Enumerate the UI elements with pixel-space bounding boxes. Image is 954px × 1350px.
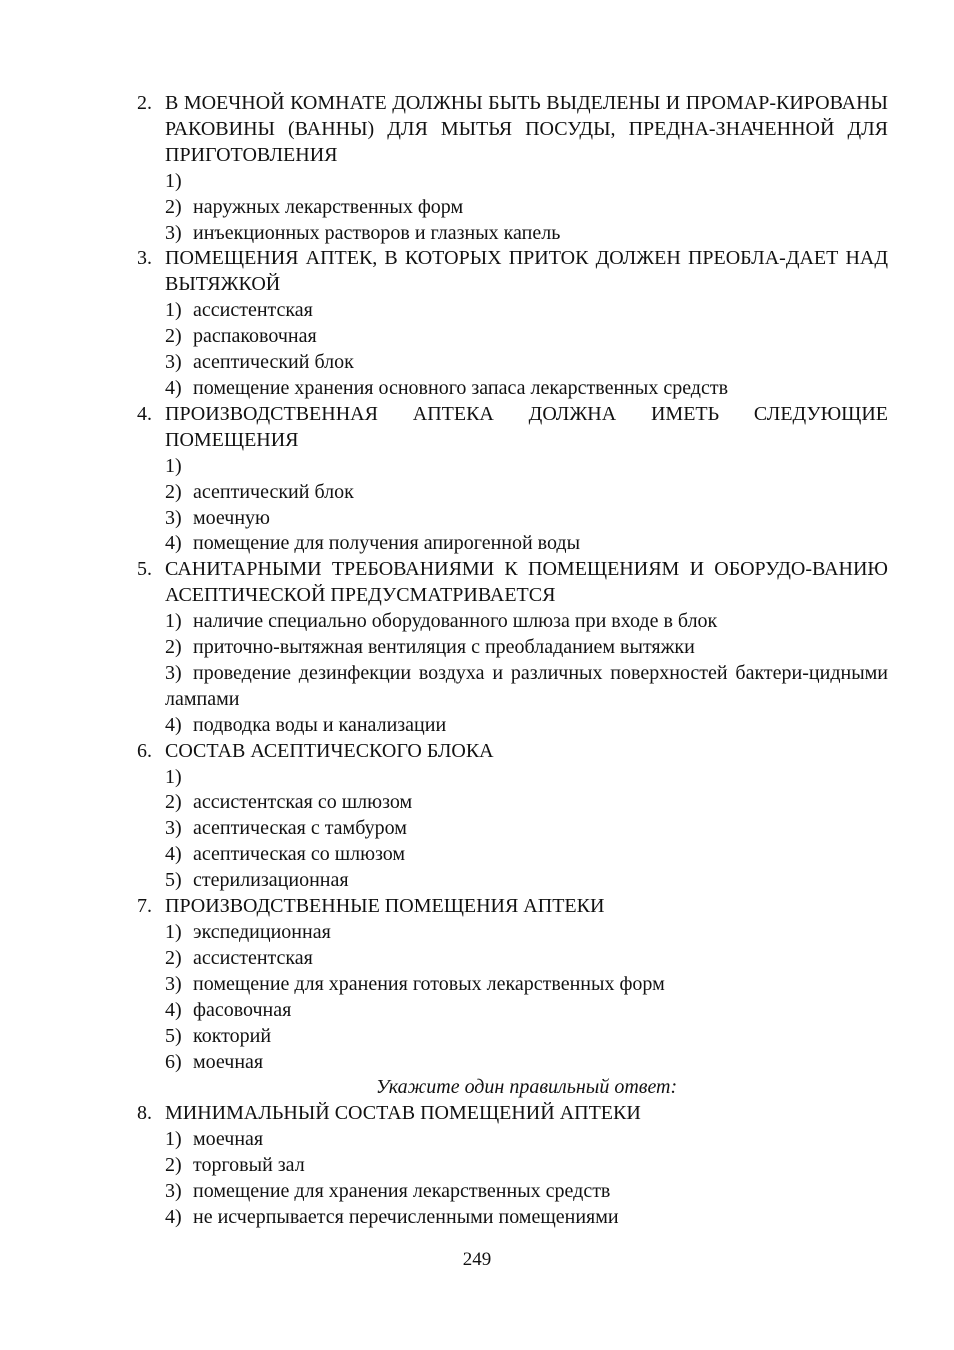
question xyxy=(137,91,888,169)
answer-option xyxy=(165,868,888,894)
question xyxy=(137,557,888,609)
answer-number: 1) xyxy=(165,765,182,788)
answer-text: асептический блок xyxy=(193,351,354,374)
answer-number: 2) xyxy=(165,325,182,348)
answer-option xyxy=(165,790,888,816)
answer-number: 2) xyxy=(165,636,182,659)
answer-option xyxy=(165,713,888,739)
answer-number: 3) xyxy=(165,1180,182,1203)
answer-option xyxy=(165,1205,888,1231)
question-text: СОСТАВ АСЕПТИЧЕСКОГО БЛОКА xyxy=(165,739,494,762)
question-block xyxy=(137,91,888,246)
answer-number: 4) xyxy=(165,532,182,555)
answer-list xyxy=(165,1127,888,1231)
answer-number: 1) xyxy=(165,169,182,192)
answer-option xyxy=(165,972,888,998)
answer-text: не исчерпывается перечисленными помещениями xyxy=(193,1205,619,1228)
answer-number: 1) xyxy=(165,1128,182,1151)
answer-number: 2) xyxy=(165,480,182,503)
answer-number: 4) xyxy=(165,843,182,866)
answer-option xyxy=(165,1179,888,1205)
answer-text: моечная xyxy=(193,1128,264,1151)
answer-number: 3) xyxy=(165,972,182,995)
question-number: 4. xyxy=(137,402,152,425)
question-text: В МОЕЧНОЙ КОМНАТЕ ДОЛЖНЫ БЫТЬ ВЫДЕЛЕНЫ И ПРОМАР-КИРОВАНЫ РАКОВИНЫ (ВАННЫ) ДЛЯ МЫТЬЯ ПОСУДЫ, ПРЕДНА-ЗНАЧЕННОЙ ДЛЯ ПРИГОТОВЛЕНИЯ xyxy=(165,92,888,166)
answer-option xyxy=(165,454,888,480)
answer-option xyxy=(165,816,888,842)
instruction-text: Укажите один правильный ответ: xyxy=(375,1076,678,1099)
answer-option xyxy=(165,480,888,506)
answer-text: асептический блок xyxy=(193,480,354,503)
answer-number: 2) xyxy=(165,791,182,814)
answer-option xyxy=(165,661,888,713)
answer-text: экспедиционная xyxy=(193,921,331,943)
question-block xyxy=(137,739,888,894)
answer-number: 4) xyxy=(165,1205,182,1228)
answer-option xyxy=(165,324,888,350)
answer-list xyxy=(165,609,888,739)
answer-text: распаковочная xyxy=(193,325,317,348)
answer-option xyxy=(165,531,888,557)
question-block xyxy=(137,402,888,557)
answer-text: фасовочная xyxy=(193,998,292,1021)
answer-list xyxy=(165,920,888,1075)
answer-number: 3) xyxy=(165,351,182,374)
answer-number: 1) xyxy=(165,921,182,943)
answer-text: ассистентская xyxy=(193,946,313,969)
question-text: САНИТАРНЫМИ ТРЕБОВАНИЯМИ К ПОМЕЩЕНИЯМ И ОБОРУДО-ВАНИЮ АСЕПТИЧЕСКОЙ ПРЕДУСМАТРИВАЕТСЯ xyxy=(165,558,888,607)
answer-option xyxy=(165,609,888,635)
answer-option xyxy=(165,195,888,221)
answer-text: подводка воды и канализации xyxy=(193,713,447,736)
question-number: 5. xyxy=(137,558,152,581)
answer-option xyxy=(165,221,888,247)
answer-list xyxy=(165,169,888,247)
answer-text: проведение дезинфекции воздуха и различных поверхностей бактери-цидными лампами xyxy=(165,661,888,710)
answer-text: асептическая со шлюзом xyxy=(193,843,406,866)
answer-text: помещение хранения основного запаса лекарственных средств xyxy=(193,376,729,399)
answer-option xyxy=(165,1024,888,1050)
answer-text: ассистентская со шлюзом xyxy=(193,791,413,814)
answer-option xyxy=(165,169,888,195)
question-list xyxy=(137,91,888,1231)
question-number: 3. xyxy=(137,247,152,270)
question-text: ПРОИЗВОДСТВЕННЫЕ ПОМЕЩЕНИЯ АПТЕКИ xyxy=(165,895,605,918)
question-number: 2. xyxy=(137,92,152,114)
answer-number: 6) xyxy=(165,1050,182,1073)
answer-number: 4) xyxy=(165,376,182,399)
answer-number: 5) xyxy=(165,1024,182,1047)
answer-list xyxy=(165,454,888,558)
question xyxy=(137,402,888,454)
page-number: 249 xyxy=(462,1249,492,1270)
answer-text: наружных лекарственных форм xyxy=(193,195,464,218)
question xyxy=(137,894,888,920)
answer-text: помещение для получения апирогенной воды xyxy=(193,532,581,555)
answer-text: торговый зал xyxy=(193,1154,305,1177)
answer-text: ассистентская xyxy=(193,299,313,322)
answer-number: 2) xyxy=(165,195,182,218)
question-number: 6. xyxy=(137,739,152,762)
answer-option xyxy=(165,298,888,324)
question xyxy=(137,246,888,298)
answer-option xyxy=(165,920,888,946)
answer-option xyxy=(165,1153,888,1179)
answer-text: помещение для хранения лекарственных средств xyxy=(193,1180,611,1203)
answer-text: моечная xyxy=(193,1050,264,1073)
answer-text: инъекционных растворов и глазных капель xyxy=(193,221,561,244)
answer-text: наличие специально оборудованного шлюза при входе в блок xyxy=(193,610,718,633)
answer-option xyxy=(165,842,888,868)
question-number: 8. xyxy=(137,1102,152,1125)
question xyxy=(137,739,888,765)
answer-number: 3) xyxy=(165,506,182,529)
answer-option xyxy=(165,506,888,532)
question xyxy=(137,1101,888,1127)
answer-number: 3) xyxy=(165,661,182,684)
answer-text: помещение для хранения готовых лекарственных форм xyxy=(193,972,665,995)
answer-text: стерилизационная xyxy=(193,869,349,892)
question-block xyxy=(137,557,888,738)
answer-option xyxy=(165,1050,888,1076)
answer-text: кокторий xyxy=(193,1024,272,1047)
question-number: 7. xyxy=(137,895,152,918)
answer-option xyxy=(165,765,888,791)
answer-number: 3) xyxy=(165,221,182,244)
answer-list xyxy=(165,765,888,895)
answer-option xyxy=(165,1127,888,1153)
answer-number: 5) xyxy=(165,869,182,892)
answer-number: 2) xyxy=(165,946,182,969)
answer-number: 4) xyxy=(165,713,182,736)
question-block xyxy=(137,894,888,1075)
answer-number: 4) xyxy=(165,998,182,1021)
answer-option xyxy=(165,635,888,661)
answer-number: 3) xyxy=(165,817,182,840)
question-text: ПОМЕЩЕНИЯ АПТЕК, В КОТОРЫХ ПРИТОК ДОЛЖЕН ПРЕОБЛА-ДАЕТ НАД ВЫТЯЖКОЙ xyxy=(165,247,888,296)
answer-number: 2) xyxy=(165,1154,182,1177)
answer-option xyxy=(165,946,888,972)
answer-text: моечную xyxy=(193,506,270,529)
answer-number: 1) xyxy=(165,299,182,322)
answer-option xyxy=(165,376,888,402)
answer-list xyxy=(165,298,888,402)
question-text: ПРОИЗВОДСТВЕННАЯ АПТЕКА ДОЛЖНА ИМЕТЬ СЛЕДУЮЩИЕ ПОМЕЩЕНИЯ xyxy=(165,402,888,451)
answer-option xyxy=(165,350,888,376)
answer-number: 1) xyxy=(165,610,182,633)
answer-option xyxy=(165,998,888,1024)
answer-number: 1) xyxy=(165,454,182,477)
question-text: МИНИМАЛЬНЫЙ СОСТАВ ПОМЕЩЕНИЙ АПТЕКИ xyxy=(165,1102,641,1125)
answer-text: асептическая с тамбуром xyxy=(193,817,407,840)
question-block xyxy=(137,246,888,401)
question-block xyxy=(137,1101,888,1231)
answer-text: приточно-вытяжная вентиляция с преобладанием вытяжки xyxy=(193,636,695,659)
